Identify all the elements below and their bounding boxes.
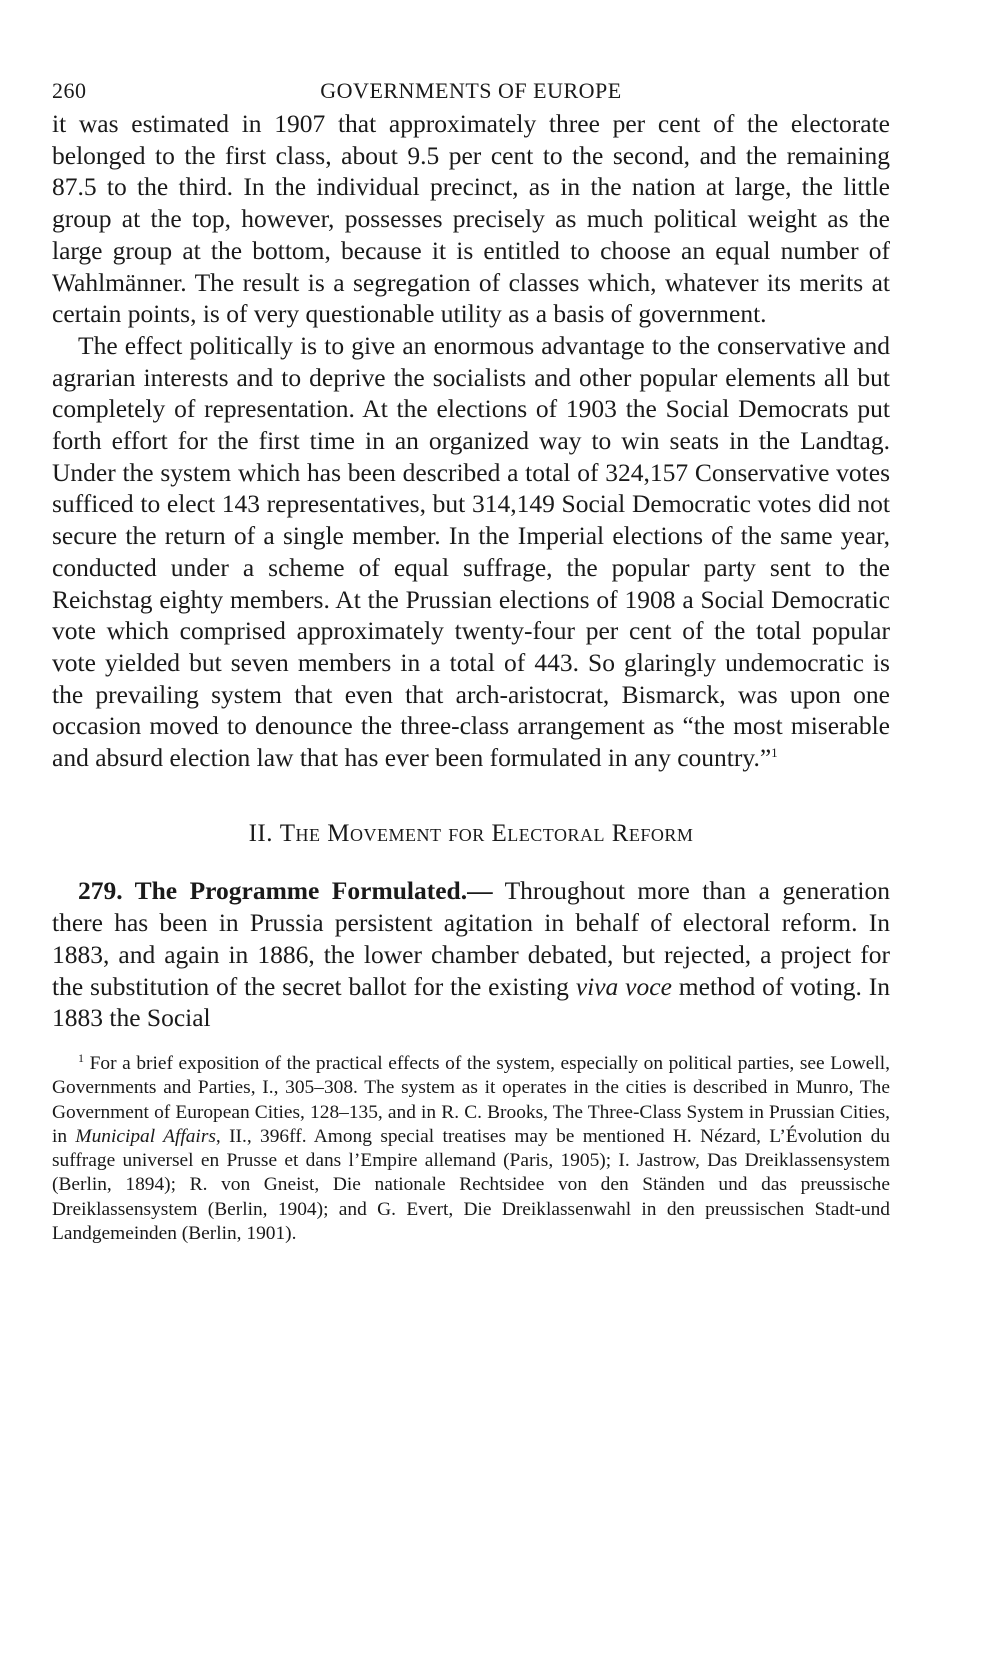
subsection-text-end: method of voting. In 1883 the Social (52, 971, 890, 1033)
section-heading (52, 818, 890, 850)
paragraph-political-effect (52, 330, 890, 774)
paragraph-continuation: it was estimated in 1907 that approximately three per cent of the electorate belonged to the first class, about 9.5 per cent to the second, and the remaining 87.5 to the third. In the individual precinct, as in the nation at large, the little group at the top, however, possesses precisely as much political weight as the large group at the bottom, because it is entitled to choose an equal number of Wahlmänner. The result is a segregation of classes which, whatever its merits at certain points, is of very questionable utility as a basis of government. (52, 109, 890, 329)
page-header (52, 70, 890, 104)
book-page (52, 70, 890, 1246)
body-text (52, 108, 890, 1034)
footnote-text: For a brief exposition of the practical effects of the system, especially on political parties, see Lowell, Governments and Parties, I., 305–308. The system as it operates in the cities is described in Munro, The Government of European Cities, 128–135, and in R. C. Brooks, The Three-Class System in Prussian Cities, in (52, 1052, 890, 1147)
page-number: 260 (52, 78, 87, 103)
paragraph-programme-formulated (52, 875, 890, 1034)
footnote-italic: Municipal Affairs (75, 1125, 216, 1147)
section-numeral: II. (248, 819, 274, 847)
footnote-reference[interactable]: 1 (771, 745, 778, 761)
footnote-text-end: , II., 396ff. Among special treatises may be mentioned H. Nézard, L’Évolution du suffrage universel en Prusse et dans l’Empire allemand (Paris, 1905); I. Jastrow, Das Dreiklassensystem (Berlin, 1894); R. von Gneist, Die nationale Rechtsidee von den Ständen und das preussische Dreiklassensystem (Berlin, 1904); and G. Evert, Die Dreiklassenwahl in den preussischen Stadt-und Landgemeinden (Berlin, 1901). (52, 1125, 890, 1245)
footnote-1 (52, 1052, 890, 1246)
footnotes (52, 1052, 890, 1246)
subsection-heading: 279. The Programme Formulated.— (78, 876, 493, 906)
paragraph-text: The effect politically is to give an enormous advantage to the conservative and agrarian interests and to deprive the socialists and other popular elements all but completely of representation. At the elections of 1903 the Social Democrats put forth effort for the first time in an organized way to win seats in the Landtag. Under the system which has been described a total of 324,157 Conservative votes sufficed to elect 143 representatives, but 314,149 Social Democratic votes did not secure the return of a single member. In the Imperial elections of the same year, conducted under a scheme of equal suffrage, the popular party sent to the Reichstag eighty members. At the Prussian elections of 1908 a Social Democratic vote which comprised approximately twenty-four per cent of the total popular vote yielded but seven members in a total of 443. So glaringly undemocratic is the prevailing system that even that arch-aristocrat, Bismarck, was upon one occasion moved to denounce the three-class arrangement as “the most miserable and absurd election law that has ever been formulated in any country.” (52, 330, 890, 773)
subsection-text: Throughout more than a generation there has been in Prussia persistent agitation in behalf of electoral reform. In 1883, and again in 1886, the lower chamber debated, but rejected, a project for the substitution of the secret ballot for the existing (52, 876, 890, 1001)
section-title: The Movement for Electoral Reform (279, 819, 694, 847)
subsection-italic: viva voce (575, 971, 672, 1001)
footnote-marker: 1 (78, 1050, 84, 1065)
running-head: GOVERNMENTS OF EUROPE (320, 78, 622, 103)
